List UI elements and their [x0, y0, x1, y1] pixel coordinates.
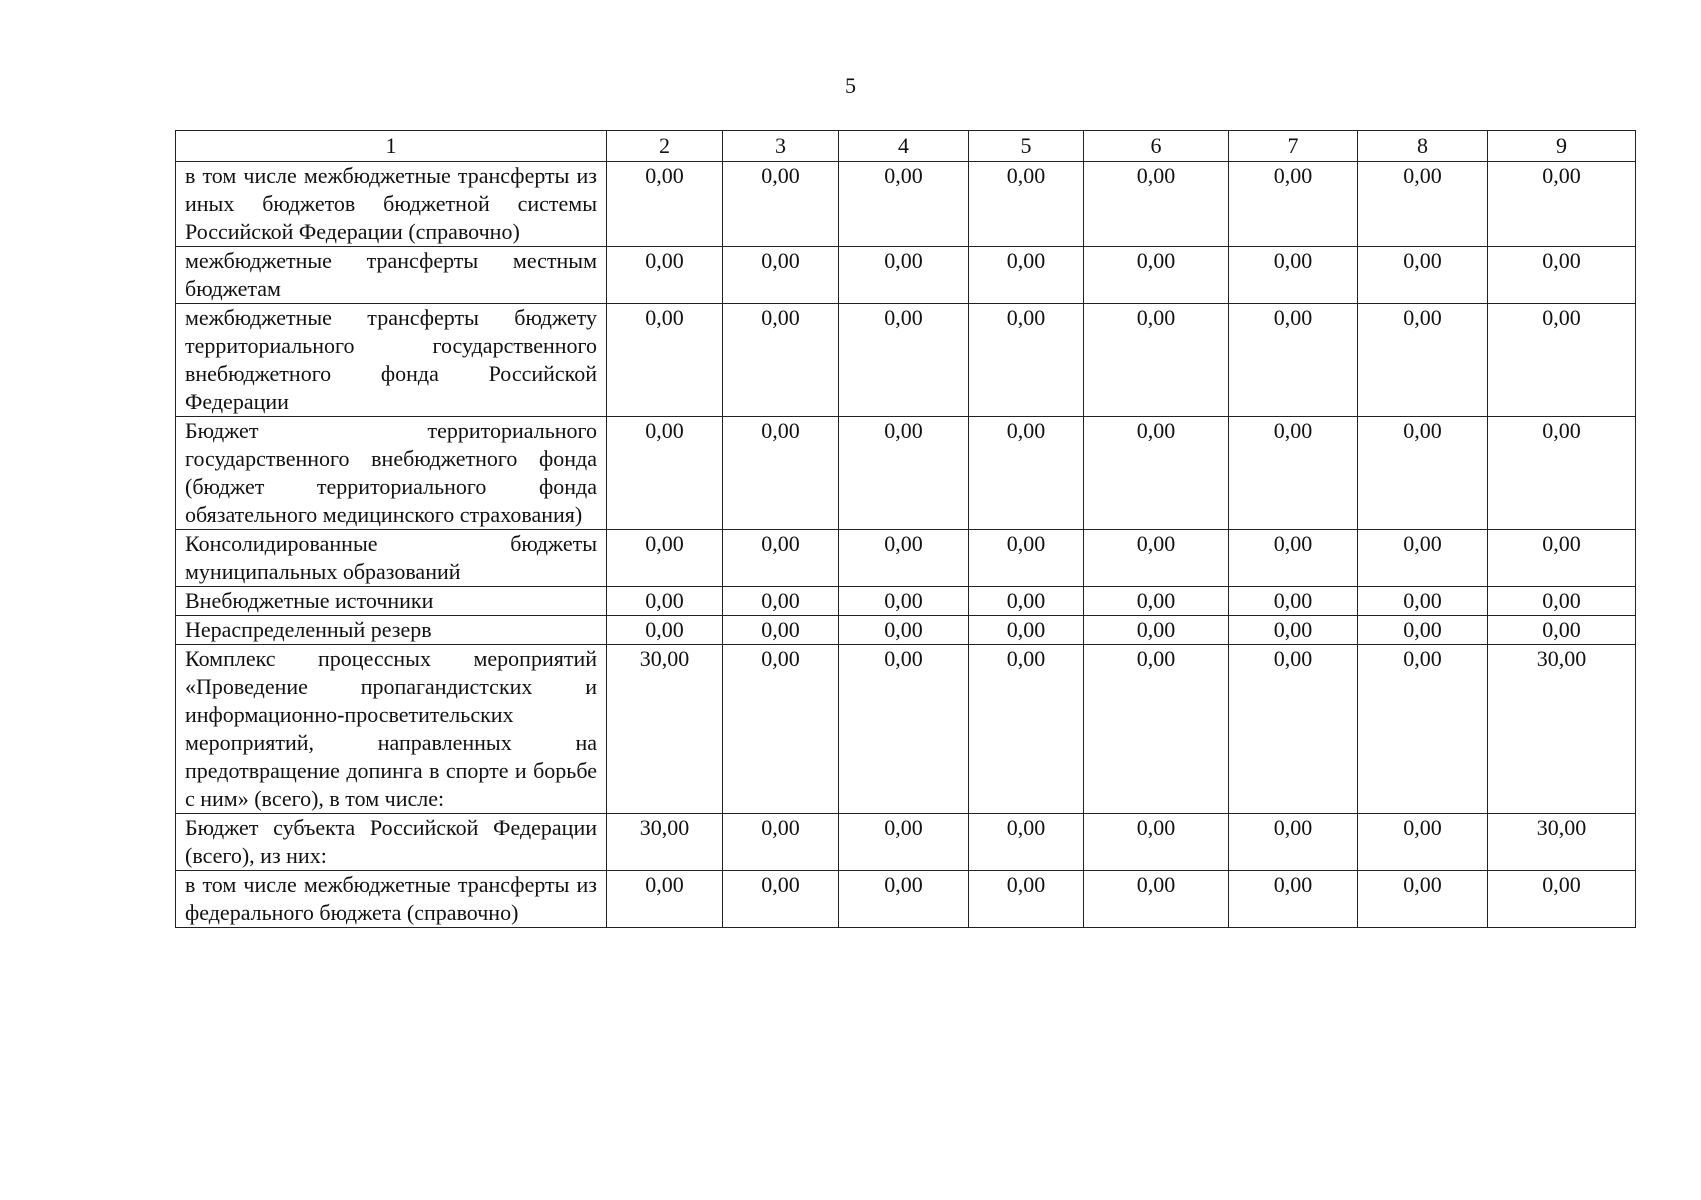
- column-header: 4: [839, 131, 969, 162]
- row-label: Нераспределенный резерв: [176, 616, 607, 645]
- row-value: 0,00: [1358, 304, 1488, 417]
- row-value: 30,00: [607, 645, 723, 814]
- row-value: 0,00: [1229, 417, 1358, 530]
- row-value: 0,00: [1488, 587, 1636, 616]
- row-value: 0,00: [1488, 162, 1636, 247]
- row-value: 0,00: [1488, 417, 1636, 530]
- row-label: Консолидированные бюджеты муниципальных образований: [176, 530, 607, 587]
- row-value: 0,00: [1084, 814, 1229, 871]
- row-value: 0,00: [969, 871, 1084, 928]
- row-value: 0,00: [1229, 304, 1358, 417]
- row-value: 0,00: [1084, 162, 1229, 247]
- table-row: [176, 304, 1636, 417]
- row-value: 0,00: [969, 616, 1084, 645]
- row-value: 0,00: [1084, 587, 1229, 616]
- row-value: 0,00: [607, 417, 723, 530]
- column-header: 7: [1229, 131, 1358, 162]
- row-value: 0,00: [1488, 247, 1636, 304]
- table-row: [176, 616, 1636, 645]
- row-value: 0,00: [839, 645, 969, 814]
- row-value: 0,00: [723, 530, 839, 587]
- row-value: 0,00: [839, 616, 969, 645]
- row-value: 0,00: [839, 304, 969, 417]
- row-value: 0,00: [607, 162, 723, 247]
- row-value: 0,00: [1229, 814, 1358, 871]
- column-header: 2: [607, 131, 723, 162]
- row-value: 0,00: [839, 162, 969, 247]
- row-label: межбюджетные трансферты бюджету территориального государственного внебюджетного фонда Российской Федерации: [176, 304, 607, 417]
- row-value: 0,00: [1229, 162, 1358, 247]
- row-value: 0,00: [723, 304, 839, 417]
- row-value: 0,00: [607, 247, 723, 304]
- row-value: 0,00: [1084, 417, 1229, 530]
- row-value: 0,00: [607, 304, 723, 417]
- row-value: 0,00: [723, 814, 839, 871]
- row-value: 0,00: [607, 871, 723, 928]
- row-value: 0,00: [723, 616, 839, 645]
- row-value: 30,00: [1488, 645, 1636, 814]
- row-value: 0,00: [1488, 871, 1636, 928]
- row-value: 0,00: [839, 871, 969, 928]
- row-value: 0,00: [969, 417, 1084, 530]
- row-value: 0,00: [839, 417, 969, 530]
- column-header: 9: [1488, 131, 1636, 162]
- row-value: 0,00: [1229, 587, 1358, 616]
- row-value: 0,00: [1084, 530, 1229, 587]
- row-value: 0,00: [1084, 304, 1229, 417]
- row-value: 0,00: [969, 645, 1084, 814]
- table-header-row: [176, 131, 1636, 162]
- row-label: Бюджет территориального государственного внебюджетного фонда (бюджет территориального фонда обязательного медицинского страхования): [176, 417, 607, 530]
- row-value: 0,00: [1229, 645, 1358, 814]
- row-value: 0,00: [607, 616, 723, 645]
- row-value: 0,00: [1084, 645, 1229, 814]
- page-number: 5: [845, 73, 856, 98]
- row-value: 30,00: [1488, 814, 1636, 871]
- row-value: 0,00: [723, 645, 839, 814]
- row-value: 0,00: [1229, 871, 1358, 928]
- row-label: Внебюджетные источники: [176, 587, 607, 616]
- row-value: 0,00: [1358, 530, 1488, 587]
- column-header: 1: [176, 131, 607, 162]
- row-value: 30,00: [607, 814, 723, 871]
- row-value: 0,00: [969, 247, 1084, 304]
- table-row: [176, 247, 1636, 304]
- row-value: 0,00: [1229, 530, 1358, 587]
- table-row: [176, 645, 1636, 814]
- row-value: 0,00: [969, 304, 1084, 417]
- row-value: 0,00: [1084, 871, 1229, 928]
- row-value: 0,00: [969, 587, 1084, 616]
- row-value: 0,00: [1488, 530, 1636, 587]
- row-value: 0,00: [723, 871, 839, 928]
- table-row: [176, 162, 1636, 247]
- row-value: 0,00: [969, 530, 1084, 587]
- row-label: Комплекс процессных мероприятий «Проведение пропагандистских и информационно-просветительских мероприятий, направленных на предотвращение допинга в спорте и борьбе с ним» (всего), в том числе:: [176, 645, 607, 814]
- row-label: Бюджет субъекта Российской Федерации (всего), из них:: [176, 814, 607, 871]
- row-label: в том числе межбюджетные трансферты из иных бюджетов бюджетной системы Российской Федерации (справочно): [176, 162, 607, 247]
- row-value: 0,00: [1358, 587, 1488, 616]
- row-value: 0,00: [1229, 616, 1358, 645]
- row-value: 0,00: [839, 530, 969, 587]
- row-value: 0,00: [1358, 871, 1488, 928]
- row-value: 0,00: [1358, 814, 1488, 871]
- row-value: 0,00: [839, 587, 969, 616]
- column-header: 8: [1358, 131, 1488, 162]
- table-row: [176, 530, 1636, 587]
- row-value: 0,00: [839, 814, 969, 871]
- table-row: [176, 871, 1636, 928]
- row-value: 0,00: [969, 162, 1084, 247]
- table-row: [176, 587, 1636, 616]
- row-value: 0,00: [723, 247, 839, 304]
- row-value: 0,00: [1488, 616, 1636, 645]
- row-value: 0,00: [1358, 616, 1488, 645]
- row-value: 0,00: [607, 530, 723, 587]
- row-value: 0,00: [1084, 616, 1229, 645]
- column-header: 6: [1084, 131, 1229, 162]
- row-value: 0,00: [1358, 645, 1488, 814]
- row-value: 0,00: [839, 247, 969, 304]
- column-header: 3: [723, 131, 839, 162]
- row-value: 0,00: [1229, 247, 1358, 304]
- row-value: 0,00: [1358, 162, 1488, 247]
- row-label: в том числе межбюджетные трансферты из федерального бюджета (справочно): [176, 871, 607, 928]
- row-label: межбюджетные трансферты местным бюджетам: [176, 247, 607, 304]
- row-value: 0,00: [1358, 417, 1488, 530]
- row-value: 0,00: [1488, 304, 1636, 417]
- table-row: [176, 814, 1636, 871]
- row-value: 0,00: [1084, 247, 1229, 304]
- budget-table: [175, 130, 1636, 928]
- table-row: [176, 417, 1636, 530]
- row-value: 0,00: [607, 587, 723, 616]
- row-value: 0,00: [723, 587, 839, 616]
- row-value: 0,00: [1358, 247, 1488, 304]
- row-value: 0,00: [969, 814, 1084, 871]
- row-value: 0,00: [723, 417, 839, 530]
- row-value: 0,00: [723, 162, 839, 247]
- column-header: 5: [969, 131, 1084, 162]
